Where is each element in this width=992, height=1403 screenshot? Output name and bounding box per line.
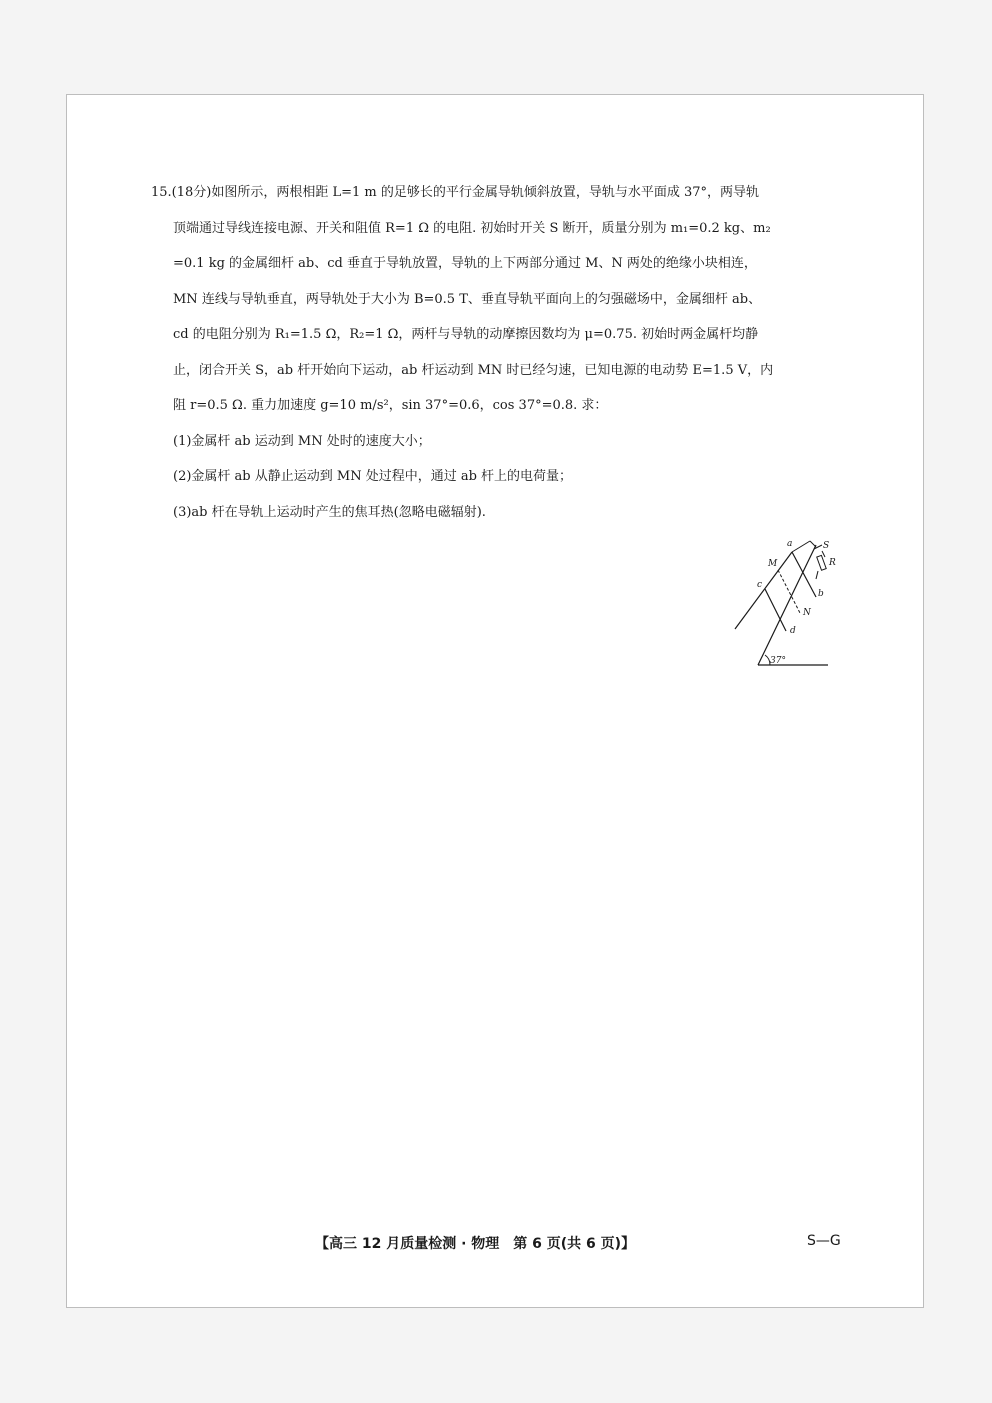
problem-line-3: =0.1 kg 的金属细杆 ab、cd 垂直于导轨放置，导轨的上下两部分通过 M、N 两处的绝缘小块相连， [173, 256, 757, 271]
label-r: R [829, 558, 836, 568]
incline-rail-figure [730, 537, 840, 669]
problem-line-6: 止，闭合开关 S，ab 杆开始向下运动，ab 杆运动到 MN 时已经匀速，已知电源的电动势 E=1.5 V，内 [173, 362, 774, 378]
resistor-icon [817, 555, 826, 570]
label-m: M [768, 559, 778, 569]
rail-diagram [730, 537, 840, 669]
rail-left [735, 552, 792, 629]
problem-15 [151, 175, 851, 530]
rod-ab [792, 552, 816, 597]
label-c: c [757, 580, 763, 590]
rod-cd [765, 589, 786, 631]
problem-line-1: 15.(18分)如图所示，两根相距 L=1 m 的足够长的平行金属导轨倾斜放置，导轨与水平面成 37°，两导轨 [151, 185, 760, 200]
top-wire [792, 541, 810, 552]
question-3: (3)ab 杆在导轨上运动时产生的焦耳热(忽略电磁辐射). [173, 504, 486, 520]
battery-icon [810, 541, 816, 547]
problem-line-2: 顶端通过导线连接电源、开关和阻值 R=1 Ω 的电阻. 初始时开关 S 断开，质量分别为 m₁=0.2 kg、m₂ [173, 220, 771, 236]
exam-page [66, 94, 924, 1308]
mn-dashed-line [778, 570, 800, 613]
problem-line-4: MN 连线与导轨垂直，两导轨处于大小为 B=0.5 T、垂直导轨平面向上的匀强磁场中，金属细杆 ab、 [173, 291, 762, 307]
label-n: N [803, 608, 811, 618]
problem-line-7: 阻 r=0.5 Ω. 重力加速度 g=10 m/s²，sin 37°=0.6，cos 37°=0.8. 求： [173, 398, 608, 413]
question-1: (1)金属杆 ab 运动到 MN 处时的速度大小； [173, 433, 431, 449]
problem-line-5: cd 的电阻分别为 R₁=1.5 Ω，R₂=1 Ω，两杆与导轨的动摩擦因数均为 μ=0.75. 初始时两金属杆均静 [173, 327, 759, 342]
label-d: d [790, 626, 796, 636]
question-2: (2)金属杆 ab 从静止运动到 MN 处过程中，通过 ab 杆上的电荷量； [173, 469, 573, 484]
label-b: b [818, 589, 824, 599]
footer-title: 【高三 12 月质量检测 · 物理 第 6 页(共 6 页)】 [315, 1236, 636, 1252]
footer-code: S—G [807, 1233, 841, 1249]
rail-right [758, 545, 816, 665]
label-a: a [787, 539, 793, 549]
label-angle: 37° [770, 656, 786, 666]
label-s: S [823, 541, 830, 551]
